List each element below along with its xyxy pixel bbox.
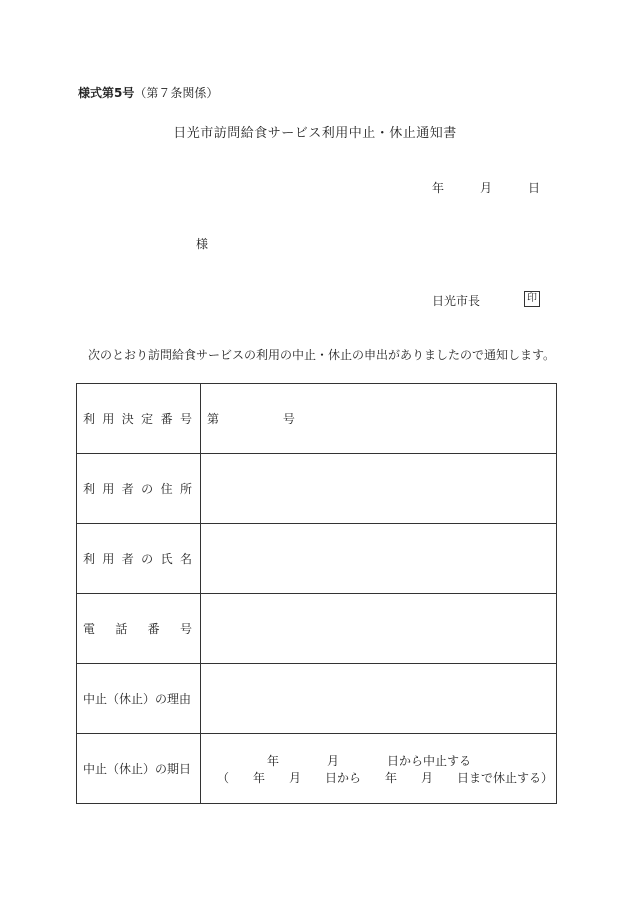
table-row — [77, 454, 557, 524]
notice-table — [76, 383, 557, 804]
form-relation: （第７条関係） — [134, 86, 219, 100]
label-char: 所 — [179, 482, 192, 496]
stop-date-line: 年 月 日から中止する — [267, 753, 472, 768]
seal-mark: 印 — [524, 291, 540, 307]
decision-number-suffix: 号 — [282, 412, 295, 426]
suspension-reason-label: 中止（休止）の理由 — [77, 664, 201, 734]
label-char: 利 — [83, 482, 96, 496]
user-address-value[interactable] — [201, 454, 557, 524]
suspension-date-label: 中止（休止）の期日 — [77, 734, 201, 804]
label-char: 用 — [102, 412, 115, 426]
user-name-label — [77, 524, 201, 594]
label-char: 号 — [179, 622, 192, 636]
label-char: の — [141, 482, 154, 496]
label-char: 者 — [121, 482, 134, 496]
label-char: 利 — [83, 552, 96, 566]
label-char: 電 — [83, 622, 96, 636]
label-char: 番 — [160, 412, 173, 426]
pause-period-line: （ 年 月 日から 年 月 日まで休止する） — [217, 770, 554, 785]
date-month-label: 月 — [480, 181, 493, 195]
label-char: 用 — [102, 482, 115, 496]
form-number-label: 様式第5号 — [78, 86, 135, 100]
date-year-label: 年 — [432, 181, 445, 195]
date-day-label: 日 — [528, 181, 541, 195]
label-char: 定 — [141, 412, 154, 426]
decision-number-label — [77, 384, 201, 454]
decision-number-prefix: 第 — [207, 412, 220, 426]
label-char: の — [141, 552, 154, 566]
label-char: 者 — [121, 552, 134, 566]
label-char: 名 — [179, 552, 192, 566]
table-row — [77, 594, 557, 664]
decision-number-value[interactable] — [201, 384, 557, 454]
document-title: 日光市訪問給食サービス利用中止・休止通知書 — [173, 126, 457, 141]
label-char: 番 — [147, 622, 160, 636]
issuer-name: 日光市長 — [432, 294, 481, 308]
table-row — [77, 384, 557, 454]
label-char: 決 — [121, 412, 134, 426]
addressee-suffix: 様 — [196, 237, 209, 251]
intro-text: 次のとおり訪問給食サービスの利用の中止・休止の申出がありましたので通知します。 — [88, 348, 556, 362]
phone-number-label — [77, 594, 201, 664]
label-char: 用 — [102, 552, 115, 566]
suspension-date-value[interactable] — [201, 734, 557, 804]
user-address-label — [77, 454, 201, 524]
user-name-value[interactable] — [201, 524, 557, 594]
table-row — [77, 664, 557, 734]
suspension-reason-value[interactable] — [201, 664, 557, 734]
table-row — [77, 734, 557, 804]
label-char: 利 — [83, 412, 96, 426]
label-char: 話 — [115, 622, 128, 636]
label-char: 住 — [160, 482, 173, 496]
form-number — [78, 84, 218, 101]
phone-number-value[interactable] — [201, 594, 557, 664]
table-row — [77, 524, 557, 594]
label-char: 氏 — [160, 552, 173, 566]
label-char: 号 — [179, 412, 192, 426]
